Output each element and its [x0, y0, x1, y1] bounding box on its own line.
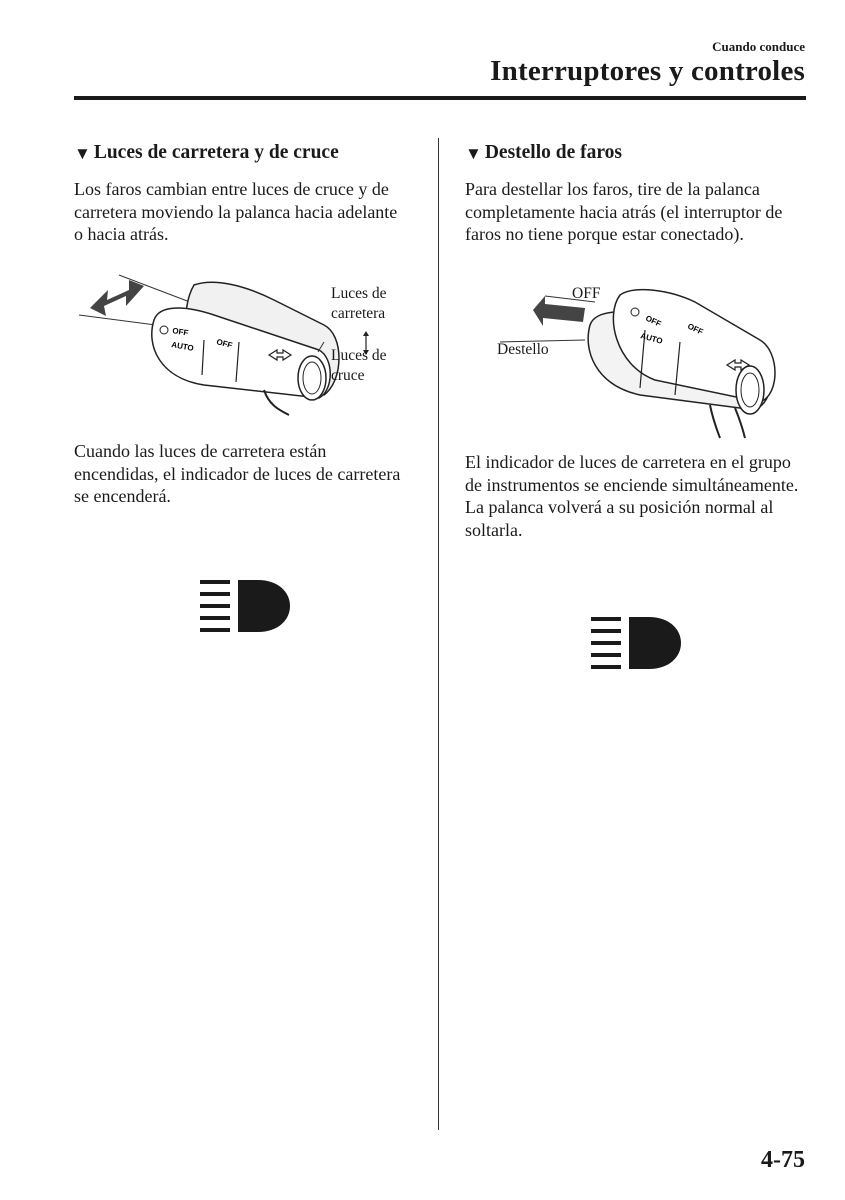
right-column	[465, 140, 800, 540]
label-high-beam: Luces de carretera	[331, 285, 387, 322]
page-number: 4-75	[761, 1147, 805, 1173]
lever-off-text: OFF	[171, 326, 189, 338]
page-title: Interruptores y controles	[490, 55, 805, 87]
left-column	[74, 140, 409, 506]
right-heading-text: Destello de faros	[484, 142, 623, 163]
triangle-marker-icon: ▼	[74, 143, 91, 163]
left-heading-text: Luces de carretera y de cruce	[93, 142, 339, 163]
lever-auto-text: AUTO	[170, 340, 195, 353]
section-name: Cuando conduce	[712, 39, 805, 54]
right-paragraph-2: El indicador de luces de carretera en el grupo de instrumentos se enciende simultáneamente. La palanca volverá a su posición normal al soltarla.	[465, 452, 799, 540]
double-arrow-icon	[90, 280, 144, 316]
lever-off2-text: OFF	[686, 321, 705, 337]
label-flash: Destello	[497, 341, 549, 358]
column-divider	[438, 138, 439, 1130]
left-paragraph-2: Cuando las luces de carretera están encendidas, el indicador de luces de carretera se encenderá.	[74, 441, 401, 506]
section-label	[712, 38, 805, 56]
right-paragraph-1: Para destellar los faros, tire de la palanca completamente hacia atrás (el interruptor de faros no tiene porque estar conectado).	[465, 179, 783, 244]
label-off: OFF	[572, 285, 601, 302]
lever-figure-flash	[495, 270, 800, 440]
triangle-marker-icon: ▼	[465, 143, 482, 163]
left-heading	[74, 140, 409, 166]
lever-auto-text: AUTO	[639, 331, 664, 346]
right-heading	[465, 140, 800, 166]
lever-off-text: OFF	[644, 313, 663, 329]
label-low-beam: Luces de cruce	[331, 347, 387, 384]
header-rule	[74, 96, 806, 100]
high-beam-icon	[591, 615, 683, 671]
left-paragraph-1: Los faros cambian entre luces de cruce y de carretera moviendo la palanca hacia adelante o hacia atrás.	[74, 179, 398, 244]
lever-off2-text: OFF	[215, 337, 234, 351]
high-beam-icon	[200, 578, 292, 634]
lever-figure-high-low	[74, 270, 409, 440]
